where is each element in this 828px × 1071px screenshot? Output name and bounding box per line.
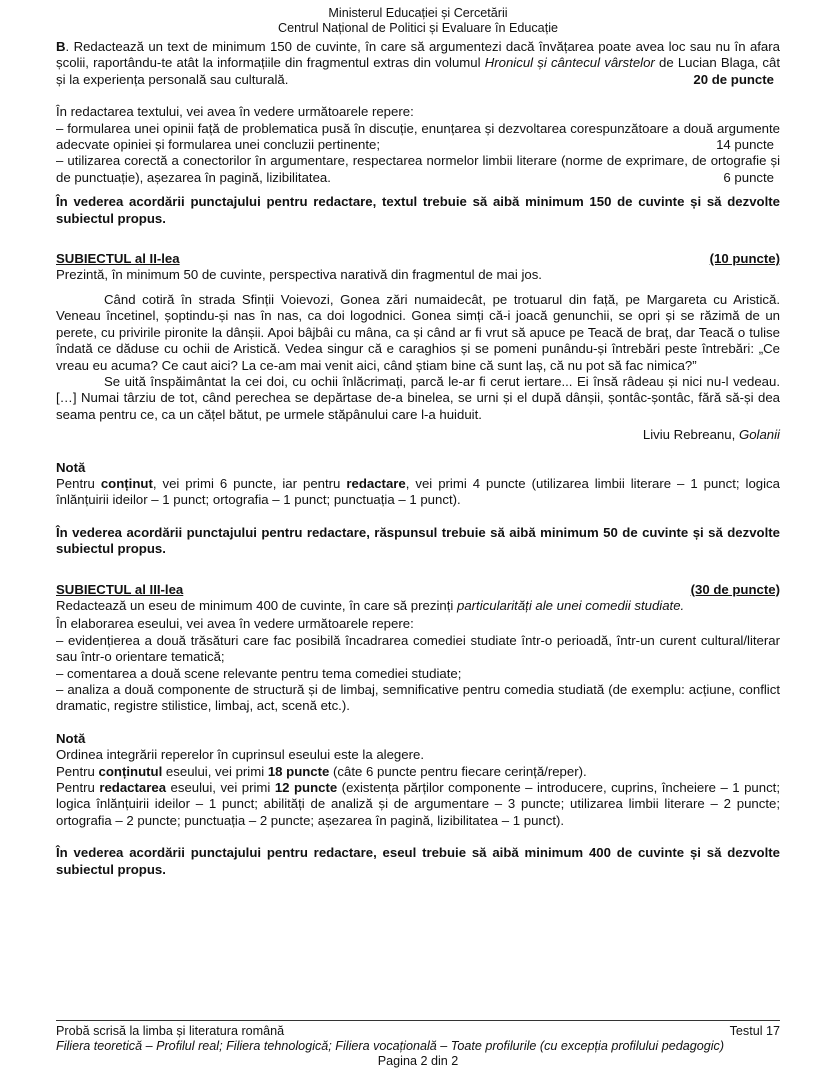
subject-3-note-2: Pentru conținutul eseului, vei primi 18 puncte (câte 6 puncte pentru fiecare cerință/reper). — [56, 763, 587, 779]
subject-3-bold-note: În vederea acordării punctajului pentru redactare, eseul trebuie să aibă minimum 400 de cuvinte și să dezvolte subiectul propus. — [56, 845, 780, 877]
subject-2-bold-note: În vederea acordării punctajului pentru redactare, răspunsul trebuie să aibă minimum 50 de cuvinte și să dezvolte subiectul propus. — [56, 524, 780, 557]
subject-3-note-title: Notă — [56, 730, 86, 746]
subject-2-note-title: Notă — [56, 459, 86, 475]
ministry-name: Ministerul Educației și Cercetării — [328, 6, 508, 20]
subject-2-points: (10 puncte) — [709, 251, 780, 267]
document-header — [56, 6, 780, 36]
subject-3-task: Redactează un eseu de minimum 400 de cuvinte, în care să prezinți particularități ale unei comedii studiate. — [56, 597, 685, 613]
subject-2-title-row — [56, 251, 780, 267]
book-title: Hronicul și cântecul vârstelor — [484, 55, 655, 71]
footer-divider — [56, 1020, 780, 1021]
part-b-task: B. Redactează un text de minimum 150 de cuvinte, în care să argumentezi dacă învățarea poate avea loc sau nu în afara școlii, raportându-te atât la informațiile din fragmentul extras din volumul Hronicul și cântecul vârstelor de Lucian Blaga, cât și la experiența personală sau culturală. 20 de puncte — [56, 39, 781, 87]
subject-3-intro: În elaborarea eseului, vei avea în vedere următoarele repere: — [56, 616, 414, 632]
page-content — [56, 6, 780, 878]
subject-2-note: Pentru conținut, vei primi 6 puncte, iar pentru redactare, vei primi 4 puncte (utilizarea limbii literare – 1 punct; logica înlănțuirii ideilor – 1 punct; ortografia – 1 punct; punctuația – 1 punct). — [56, 475, 780, 508]
part-b-intro: În redactarea textului, vei avea în vedere următoarele repere: — [56, 104, 414, 120]
item-2-points: 6 puncte — [723, 169, 774, 185]
part-b-points: 20 de puncte — [693, 71, 774, 87]
excerpt-paragraph-1: Când cotiră în strada Sfinții Voievozi, Gonea zări numaidecât, pe trotuarul din față, pe Margareta cu Aristică. Veneau încetinel, șoptindu-și nas în nas, ca doi logodnici. Gonea simți că-i joacă genunchii, se opri și se răzimă de un perete, cu privirile pironite la dânșii. Apoi bâjbâi cu mâna, ca și când ar fi vrut să apuce pe Teacă de braț, dar Teacă o tulise îndată ce dăduse cu ochii de Aristică. Vedea singur că e caraghios și se pomeni punându-și întrebări peste întrebări: „Ce vreau eu acuma? Ce caut aici? La ce-am mai venit aici, când știam bine că sunt laș, că nu pot să fac nimica?” — [56, 291, 780, 373]
footer-row — [56, 1024, 780, 1039]
part-b-item-1: – formularea unei opinii față de problematica pusă în discuție, enunțarea și dezvoltarea corespunzătoare a două argumente adecvate opiniei și formularea unei concluzii pertinente; 14 puncte — [56, 120, 780, 153]
subject-3-item-3: – analiza a două componente de structură și de limbaj, semnificative pentru comedia studiată (de exemplu: acțiune, conflict dramatic, registre stilistice, limbaj, act, scenă etc.). — [56, 682, 780, 714]
footer-subject: Probă scrisă la limba și literatura română — [56, 1024, 285, 1038]
item-1-points: 14 puncte — [716, 137, 774, 153]
subject-3-title: SUBIECTUL al III-lea — [56, 581, 184, 597]
part-b-note: În vederea acordării punctajului pentru redactare, textul trebuie să aibă minimum 150 de cuvinte și să dezvolte subiectul propus. — [56, 194, 780, 226]
footer-track: Filiera teoretică – Profilul real; Filiera tehnologică; Filiera vocațională – Toate profilurile (cu excepția profilului pedagogic) — [56, 1039, 725, 1053]
document-footer — [56, 1024, 780, 1069]
subject-2 — [56, 251, 780, 558]
part-b-item-2: – utilizarea corectă a conectorilor în argumentare, respectarea normelor limbii literare (norme de exprimare, de ortografie și de punctuație), așezarea în pagină, lizibilitatea. 6 puncte — [56, 153, 780, 185]
excerpt-paragraph-2: Se uită înspăimântat la cei doi, cu ochii înlăcrimați, parcă le-ar fi cerut iertare... Ei însă râdeau și nici nu-l vedeau. […] Numai târziu de tot, când perechea se depărtase de-a binelea, se urni și el după dânșii, șontâc-șontâc, fără să-și dea seama pentru ce, ca un cățel bătut, pe urmele stăpânului care l-a huiduit. — [56, 373, 780, 422]
subject-2-title: SUBIECTUL al II-lea — [56, 251, 180, 267]
subject-3-item-1: – evidențierea a două trăsături care fac posibilă încadrarea comediei studiate într-o perioadă, într-un curent cultural/literar sau într-o orientare tematică; — [56, 632, 780, 665]
subject-3-note-1: Ordinea integrării reperelor în cuprinsul eseului este la alegere. — [56, 747, 424, 763]
subject-3-title-row — [56, 582, 780, 598]
subject-2-task: Prezintă, în minimum 50 de cuvinte, perspectiva narativă din fragmentul de mai jos. — [56, 267, 542, 283]
subject-3 — [56, 582, 780, 879]
excerpt-source: Liviu Rebreanu, Golanii — [642, 427, 780, 443]
footer-test: Testul 17 — [729, 1024, 780, 1038]
part-b-label: B — [56, 39, 66, 54]
subject-3-note-3: Pentru redactarea eseului, vei primi 12 puncte (existența părților componente – introducere, cuprins, încheiere – 1 punct; logica înlănțuirii ideilor – 1 punct; abilități de analiză și de argumentare – 3 puncte; utilizarea limbii literare – 2 puncte; ortografia – 2 puncte; punctuația – 2 puncte; așezarea în pagină, lizibilitatea – 1 punct). — [56, 780, 780, 828]
footer-page-number: Pagina 2 din 2 — [377, 1054, 459, 1068]
center-name: Centrul Național de Politici și Evaluare în Educație — [277, 21, 558, 35]
subject-3-points: (30 de puncte) — [690, 581, 780, 597]
part-b — [56, 39, 780, 227]
subject-3-item-2: – comentarea a două scene relevante pentru tema comediei studiate; — [56, 665, 462, 681]
